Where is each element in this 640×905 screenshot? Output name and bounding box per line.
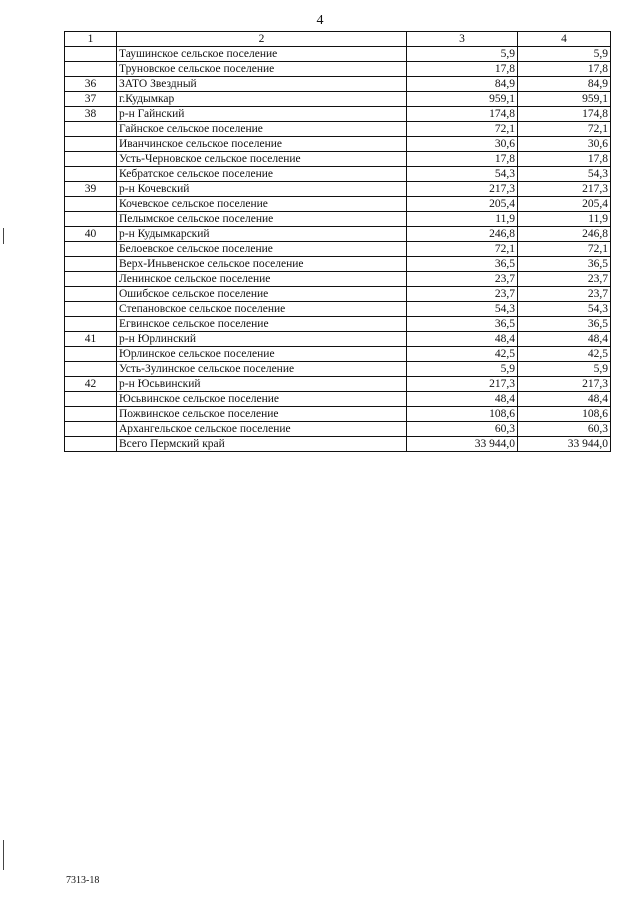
- territory-name: Архангельское сельское поселение: [117, 422, 407, 437]
- territory-name: Юрлинское сельское поселение: [117, 347, 407, 362]
- value-column-4: 84,9: [518, 77, 611, 92]
- row-number: 42: [65, 377, 117, 392]
- row-number: [65, 347, 117, 362]
- value-column-4: 217,3: [518, 182, 611, 197]
- table-row: [65, 422, 611, 437]
- territory-name: Труновское сельское поселение: [117, 62, 407, 77]
- value-column-3: 217,3: [407, 182, 518, 197]
- territory-name: Пелымское сельское поселение: [117, 212, 407, 227]
- value-column-3: 72,1: [407, 122, 518, 137]
- value-column-4: 60,3: [518, 422, 611, 437]
- table-header-row: [65, 32, 611, 47]
- value-column-4: 42,5: [518, 347, 611, 362]
- value-column-3: 23,7: [407, 272, 518, 287]
- document-code: 7313-18: [66, 875, 100, 886]
- row-number: [65, 422, 117, 437]
- territory-name: р-н Юсьвинский: [117, 377, 407, 392]
- row-number: 37: [65, 92, 117, 107]
- table-row: [65, 122, 611, 137]
- column-header-4: 4: [518, 32, 611, 47]
- table-row: [65, 242, 611, 257]
- value-column-4: 217,3: [518, 377, 611, 392]
- table-row: [65, 302, 611, 317]
- row-number: [65, 362, 117, 377]
- table-row: [65, 347, 611, 362]
- table-row: [65, 137, 611, 152]
- value-column-4: 108,6: [518, 407, 611, 422]
- column-header-3: 3: [407, 32, 518, 47]
- value-column-3: 33 944,0: [407, 437, 518, 452]
- row-number: [65, 437, 117, 452]
- table-row: [65, 257, 611, 272]
- territory-name: Верх-Иньвенское сельское поселение: [117, 257, 407, 272]
- table-body: [65, 32, 611, 452]
- row-number: 38: [65, 107, 117, 122]
- table-row: [65, 77, 611, 92]
- table-row: [65, 407, 611, 422]
- value-column-3: 11,9: [407, 212, 518, 227]
- territory-name: Кебратское сельское поселение: [117, 167, 407, 182]
- value-column-4: 54,3: [518, 302, 611, 317]
- territory-name: Степановское сельское поселение: [117, 302, 407, 317]
- row-number: [65, 407, 117, 422]
- value-column-3: 54,3: [407, 167, 518, 182]
- row-number: [65, 392, 117, 407]
- value-column-4: 11,9: [518, 212, 611, 227]
- row-number: [65, 257, 117, 272]
- value-column-3: 36,5: [407, 317, 518, 332]
- row-number: [65, 62, 117, 77]
- data-table: [64, 31, 611, 452]
- value-column-4: 33 944,0: [518, 437, 611, 452]
- row-number: 36: [65, 77, 117, 92]
- value-column-3: 246,8: [407, 227, 518, 242]
- row-number: [65, 317, 117, 332]
- row-number: [65, 242, 117, 257]
- table-row: [65, 362, 611, 377]
- value-column-4: 72,1: [518, 242, 611, 257]
- territory-name: Ошибское сельское поселение: [117, 287, 407, 302]
- table-row: [65, 182, 611, 197]
- table-row: [65, 392, 611, 407]
- value-column-3: 42,5: [407, 347, 518, 362]
- territory-name: Пожвинское сельское поселение: [117, 407, 407, 422]
- value-column-3: 959,1: [407, 92, 518, 107]
- value-column-4: 36,5: [518, 317, 611, 332]
- value-column-4: 23,7: [518, 272, 611, 287]
- value-column-3: 36,5: [407, 257, 518, 272]
- table-row: [65, 227, 611, 242]
- value-column-3: 84,9: [407, 77, 518, 92]
- value-column-4: 23,7: [518, 287, 611, 302]
- row-number: [65, 152, 117, 167]
- table-row: [65, 92, 611, 107]
- row-number: [65, 47, 117, 62]
- table-row: [65, 197, 611, 212]
- row-number: 40: [65, 227, 117, 242]
- table-row: [65, 167, 611, 182]
- table-row: [65, 317, 611, 332]
- value-column-3: 48,4: [407, 332, 518, 347]
- value-column-3: 72,1: [407, 242, 518, 257]
- territory-name: Таушинское сельское поселение: [117, 47, 407, 62]
- territory-name: Кочевское сельское поселение: [117, 197, 407, 212]
- row-number: [65, 167, 117, 182]
- value-column-3: 205,4: [407, 197, 518, 212]
- row-number: [65, 212, 117, 227]
- value-column-3: 17,8: [407, 152, 518, 167]
- row-number: [65, 137, 117, 152]
- value-column-4: 48,4: [518, 332, 611, 347]
- territory-name: Усть-Зулинское сельское поселение: [117, 362, 407, 377]
- row-number: [65, 302, 117, 317]
- value-column-4: 959,1: [518, 92, 611, 107]
- value-column-4: 17,8: [518, 152, 611, 167]
- value-column-3: 108,6: [407, 407, 518, 422]
- table-row: [65, 272, 611, 287]
- territory-name: Белоевское сельское поселение: [117, 242, 407, 257]
- table-row: [65, 377, 611, 392]
- row-number: [65, 287, 117, 302]
- territory-name: Усть-Черновское сельское поселение: [117, 152, 407, 167]
- column-header-1: 1: [65, 32, 117, 47]
- value-column-3: 30,6: [407, 137, 518, 152]
- value-column-4: 205,4: [518, 197, 611, 212]
- row-number: [65, 272, 117, 287]
- row-number: 39: [65, 182, 117, 197]
- territory-name: г.Кудымкар: [117, 92, 407, 107]
- value-column-3: 174,8: [407, 107, 518, 122]
- table-row: [65, 437, 611, 452]
- territory-name: Ленинское сельское поселение: [117, 272, 407, 287]
- value-column-4: 48,4: [518, 392, 611, 407]
- table-row: [65, 152, 611, 167]
- row-number: [65, 197, 117, 212]
- scan-edge-mark: [3, 228, 4, 244]
- table-row: [65, 47, 611, 62]
- value-column-3: 217,3: [407, 377, 518, 392]
- territory-name: Юсьвинское сельское поселение: [117, 392, 407, 407]
- value-column-3: 5,9: [407, 47, 518, 62]
- value-column-4: 5,9: [518, 47, 611, 62]
- table-row: [65, 212, 611, 227]
- value-column-4: 30,6: [518, 137, 611, 152]
- territory-name: р-н Юрлинский: [117, 332, 407, 347]
- value-column-3: 23,7: [407, 287, 518, 302]
- territory-name: р-н Кочевский: [117, 182, 407, 197]
- page-number: 4: [316, 13, 324, 28]
- value-column-3: 17,8: [407, 62, 518, 77]
- territory-name: Егвинское сельское поселение: [117, 317, 407, 332]
- territory-name: Гайнское сельское поселение: [117, 122, 407, 137]
- territory-name: р-н Гайнский: [117, 107, 407, 122]
- territory-name: ЗАТО Звездный: [117, 77, 407, 92]
- table-row: [65, 287, 611, 302]
- value-column-4: 36,5: [518, 257, 611, 272]
- column-header-2: 2: [117, 32, 407, 47]
- territory-name: р-н Кудымкарский: [117, 227, 407, 242]
- value-column-4: 72,1: [518, 122, 611, 137]
- table-row: [65, 107, 611, 122]
- scan-edge-mark: [3, 840, 4, 870]
- value-column-4: 246,8: [518, 227, 611, 242]
- value-column-3: 60,3: [407, 422, 518, 437]
- value-column-4: 17,8: [518, 62, 611, 77]
- row-number: [65, 122, 117, 137]
- value-column-3: 5,9: [407, 362, 518, 377]
- table-row: [65, 62, 611, 77]
- value-column-3: 54,3: [407, 302, 518, 317]
- territory-name: Иванчинское сельское поселение: [117, 137, 407, 152]
- table-row: [65, 332, 611, 347]
- value-column-4: 5,9: [518, 362, 611, 377]
- value-column-3: 48,4: [407, 392, 518, 407]
- value-column-4: 174,8: [518, 107, 611, 122]
- row-number: 41: [65, 332, 117, 347]
- territory-name: Всего Пермский край: [117, 437, 407, 452]
- value-column-4: 54,3: [518, 167, 611, 182]
